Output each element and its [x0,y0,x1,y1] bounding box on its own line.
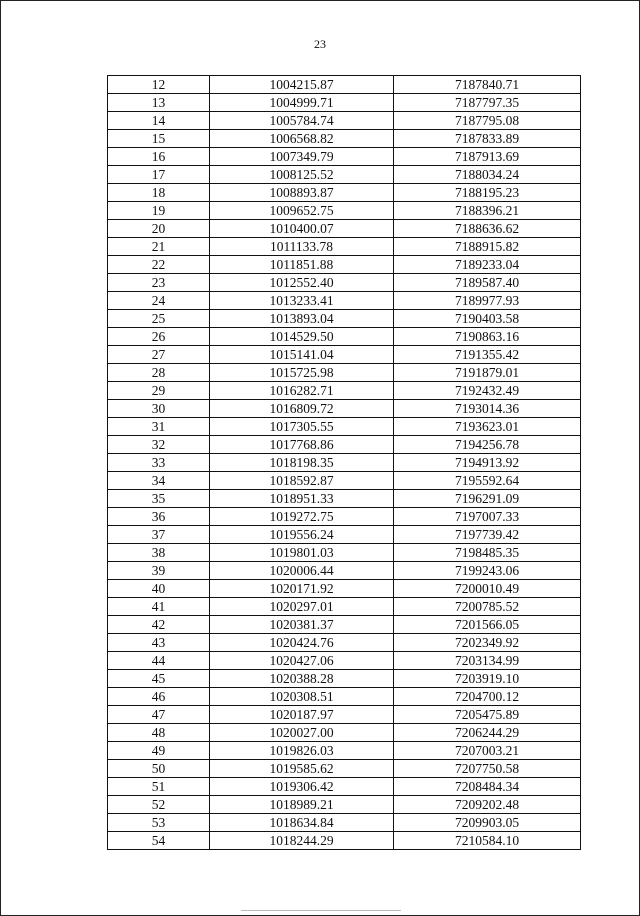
x-coordinate-cell: 1020006.44 [210,562,394,580]
point-number-cell: 31 [108,418,210,436]
y-coordinate-cell: 7201566.05 [394,616,581,634]
x-coordinate-cell: 1005784.74 [210,112,394,130]
y-coordinate-cell: 7194913.92 [394,454,581,472]
point-number-cell: 30 [108,400,210,418]
table-row [108,580,581,598]
x-coordinate-cell: 1012552.40 [210,274,394,292]
y-coordinate-cell: 7188034.24 [394,166,581,184]
table-row [108,796,581,814]
point-number-cell: 49 [108,742,210,760]
y-coordinate-cell: 7200010.49 [394,580,581,598]
point-number-cell: 51 [108,778,210,796]
table-row [108,184,581,202]
point-number-cell: 29 [108,382,210,400]
point-number-cell: 15 [108,130,210,148]
table-row [108,832,581,850]
x-coordinate-cell: 1018198.35 [210,454,394,472]
y-coordinate-cell: 7193014.36 [394,400,581,418]
coordinates-table-body [108,76,581,850]
table-row [108,598,581,616]
y-coordinate-cell: 7205475.89 [394,706,581,724]
point-number-cell: 39 [108,562,210,580]
y-coordinate-cell: 7197007.33 [394,508,581,526]
y-coordinate-cell: 7187797.35 [394,94,581,112]
x-coordinate-cell: 1014529.50 [210,328,394,346]
y-coordinate-cell: 7187833.89 [394,130,581,148]
point-number-cell: 46 [108,688,210,706]
table-row [108,328,581,346]
y-coordinate-cell: 7207750.58 [394,760,581,778]
x-coordinate-cell: 1020424.76 [210,634,394,652]
y-coordinate-cell: 7202349.92 [394,634,581,652]
point-number-cell: 33 [108,454,210,472]
y-coordinate-cell: 7210584.10 [394,832,581,850]
table-row [108,688,581,706]
x-coordinate-cell: 1017305.55 [210,418,394,436]
y-coordinate-cell: 7189587.40 [394,274,581,292]
x-coordinate-cell: 1019272.75 [210,508,394,526]
x-coordinate-cell: 1020308.51 [210,688,394,706]
point-number-cell: 37 [108,526,210,544]
x-coordinate-cell: 1019801.03 [210,544,394,562]
point-number-cell: 34 [108,472,210,490]
table-row [108,238,581,256]
y-coordinate-cell: 7189233.04 [394,256,581,274]
x-coordinate-cell: 1010400.07 [210,220,394,238]
x-coordinate-cell: 1004999.71 [210,94,394,112]
x-coordinate-cell: 1020027.00 [210,724,394,742]
point-number-cell: 43 [108,634,210,652]
point-number-cell: 45 [108,670,210,688]
x-coordinate-cell: 1020171.92 [210,580,394,598]
table-row [108,94,581,112]
table-row [108,382,581,400]
table-row [108,436,581,454]
x-coordinate-cell: 1018592.87 [210,472,394,490]
y-coordinate-cell: 7203134.99 [394,652,581,670]
y-coordinate-cell: 7198485.35 [394,544,581,562]
table-row [108,508,581,526]
bottom-rule [241,910,401,911]
x-coordinate-cell: 1020297.01 [210,598,394,616]
table-row [108,472,581,490]
point-number-cell: 14 [108,112,210,130]
x-coordinate-cell: 1018634.84 [210,814,394,832]
x-coordinate-cell: 1016282.71 [210,382,394,400]
y-coordinate-cell: 7187840.71 [394,76,581,94]
y-coordinate-cell: 7209202.48 [394,796,581,814]
table-row [108,706,581,724]
point-number-cell: 20 [108,220,210,238]
table-row [108,76,581,94]
coordinates-table [107,75,581,850]
y-coordinate-cell: 7188636.62 [394,220,581,238]
y-coordinate-cell: 7191879.01 [394,364,581,382]
y-coordinate-cell: 7208484.34 [394,778,581,796]
point-number-cell: 44 [108,652,210,670]
y-coordinate-cell: 7187795.08 [394,112,581,130]
table-row [108,742,581,760]
table-row [108,526,581,544]
table-row [108,166,581,184]
y-coordinate-cell: 7209903.05 [394,814,581,832]
point-number-cell: 32 [108,436,210,454]
x-coordinate-cell: 1018989.21 [210,796,394,814]
y-coordinate-cell: 7193623.01 [394,418,581,436]
point-number-cell: 41 [108,598,210,616]
y-coordinate-cell: 7200785.52 [394,598,581,616]
x-coordinate-cell: 1016809.72 [210,400,394,418]
y-coordinate-cell: 7197739.42 [394,526,581,544]
table-row [108,490,581,508]
point-number-cell: 54 [108,832,210,850]
y-coordinate-cell: 7196291.09 [394,490,581,508]
x-coordinate-cell: 1008893.87 [210,184,394,202]
table-row [108,274,581,292]
x-coordinate-cell: 1020187.97 [210,706,394,724]
point-number-cell: 17 [108,166,210,184]
point-number-cell: 13 [108,94,210,112]
table-row [108,760,581,778]
x-coordinate-cell: 1020388.28 [210,670,394,688]
y-coordinate-cell: 7195592.64 [394,472,581,490]
point-number-cell: 27 [108,346,210,364]
point-number-cell: 19 [108,202,210,220]
table-row [108,562,581,580]
y-coordinate-cell: 7188915.82 [394,238,581,256]
table-row [108,778,581,796]
point-number-cell: 52 [108,796,210,814]
table-row [108,220,581,238]
x-coordinate-cell: 1019826.03 [210,742,394,760]
table-row [108,634,581,652]
x-coordinate-cell: 1013893.04 [210,310,394,328]
x-coordinate-cell: 1004215.87 [210,76,394,94]
point-number-cell: 50 [108,760,210,778]
y-coordinate-cell: 7188195.23 [394,184,581,202]
table-row [108,256,581,274]
table-row [108,814,581,832]
x-coordinate-cell: 1018244.29 [210,832,394,850]
y-coordinate-cell: 7191355.42 [394,346,581,364]
point-number-cell: 18 [108,184,210,202]
x-coordinate-cell: 1019306.42 [210,778,394,796]
table-row [108,544,581,562]
y-coordinate-cell: 7199243.06 [394,562,581,580]
point-number-cell: 47 [108,706,210,724]
point-number-cell: 53 [108,814,210,832]
point-number-cell: 12 [108,76,210,94]
table-row [108,310,581,328]
point-number-cell: 35 [108,490,210,508]
y-coordinate-cell: 7207003.21 [394,742,581,760]
x-coordinate-cell: 1019585.62 [210,760,394,778]
table-row [108,112,581,130]
x-coordinate-cell: 1019556.24 [210,526,394,544]
y-coordinate-cell: 7192432.49 [394,382,581,400]
x-coordinate-cell: 1018951.33 [210,490,394,508]
y-coordinate-cell: 7187913.69 [394,148,581,166]
x-coordinate-cell: 1013233.41 [210,292,394,310]
y-coordinate-cell: 7204700.12 [394,688,581,706]
table-row [108,724,581,742]
y-coordinate-cell: 7190403.58 [394,310,581,328]
point-number-cell: 22 [108,256,210,274]
point-number-cell: 38 [108,544,210,562]
table-row [108,670,581,688]
y-coordinate-cell: 7194256.78 [394,436,581,454]
x-coordinate-cell: 1017768.86 [210,436,394,454]
y-coordinate-cell: 7190863.16 [394,328,581,346]
x-coordinate-cell: 1009652.75 [210,202,394,220]
page-number: 23 [314,37,326,51]
table-row [108,454,581,472]
point-number-cell: 26 [108,328,210,346]
x-coordinate-cell: 1020381.37 [210,616,394,634]
point-number-cell: 25 [108,310,210,328]
point-number-cell: 24 [108,292,210,310]
x-coordinate-cell: 1015725.98 [210,364,394,382]
x-coordinate-cell: 1015141.04 [210,346,394,364]
x-coordinate-cell: 1007349.79 [210,148,394,166]
table-row [108,292,581,310]
x-coordinate-cell: 1011133.78 [210,238,394,256]
table-row [108,418,581,436]
point-number-cell: 28 [108,364,210,382]
point-number-cell: 40 [108,580,210,598]
y-coordinate-cell: 7189977.93 [394,292,581,310]
y-coordinate-cell: 7188396.21 [394,202,581,220]
table-row [108,364,581,382]
x-coordinate-cell: 1006568.82 [210,130,394,148]
table-row [108,616,581,634]
table-row [108,346,581,364]
y-coordinate-cell: 7206244.29 [394,724,581,742]
point-number-cell: 21 [108,238,210,256]
x-coordinate-cell: 1011851.88 [210,256,394,274]
x-coordinate-cell: 1020427.06 [210,652,394,670]
point-number-cell: 48 [108,724,210,742]
point-number-cell: 16 [108,148,210,166]
table-row [108,652,581,670]
point-number-cell: 36 [108,508,210,526]
point-number-cell: 42 [108,616,210,634]
table-row [108,202,581,220]
x-coordinate-cell: 1008125.52 [210,166,394,184]
table-row [108,148,581,166]
y-coordinate-cell: 7203919.10 [394,670,581,688]
table-row [108,130,581,148]
point-number-cell: 23 [108,274,210,292]
table-row [108,400,581,418]
